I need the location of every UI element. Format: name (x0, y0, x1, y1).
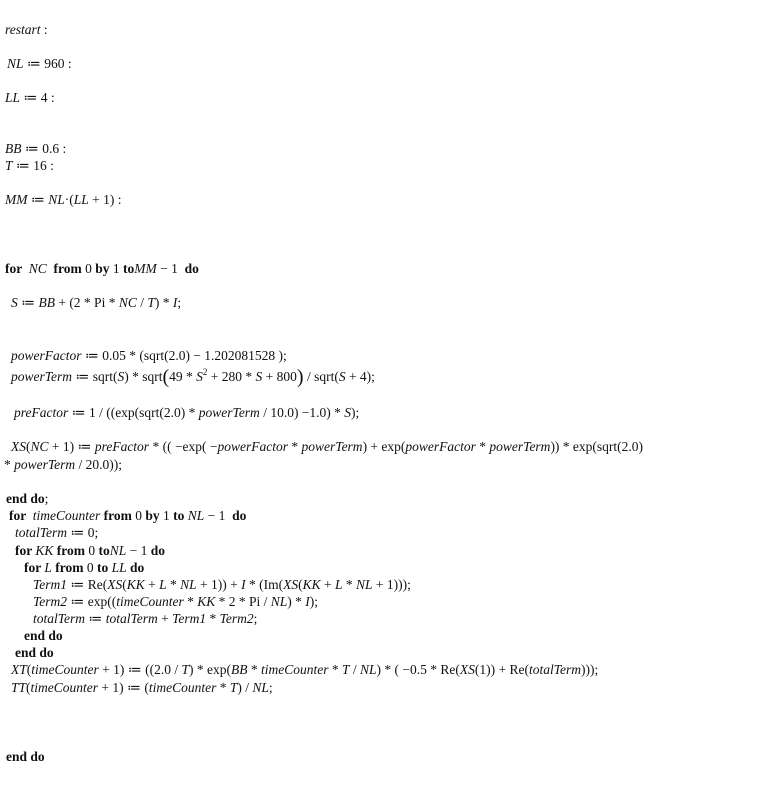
math-token: 0 (86, 560, 98, 575)
line-tt-assign (11, 680, 273, 696)
math-token: totalTerm (105, 611, 158, 626)
math-token: totalTerm (33, 611, 86, 626)
math-token: XS (11, 439, 26, 454)
line-nl-assign (7, 56, 72, 72)
math-token: timeCounter (30, 680, 99, 695)
math-token: ) * ( −0.5 * Re( (376, 662, 460, 677)
math-token: powerFactor (11, 348, 82, 363)
math-token: − 1 (126, 543, 151, 558)
math-token: end do (24, 628, 63, 643)
math-token: ) * (287, 594, 306, 609)
line-xs-assign-2 (4, 457, 122, 473)
math-token: do (232, 508, 247, 523)
math-token: BB (5, 141, 22, 156)
math-token: ))); (580, 662, 599, 677)
math-token: T (341, 662, 350, 677)
math-token: 0 (88, 543, 99, 558)
math-token: + (157, 611, 173, 626)
math-token: + 280 * (207, 369, 256, 384)
math-token: from (100, 508, 136, 523)
math-token: ( (122, 577, 127, 592)
math-token: ; (177, 295, 182, 310)
math-token: * (216, 680, 230, 695)
math-token: + 4); (345, 369, 375, 384)
math-token: * (( −exp( − (149, 439, 218, 454)
math-token: * (247, 662, 261, 677)
math-token: S (255, 369, 263, 384)
line-restart (5, 22, 48, 38)
line-end-do-final (6, 749, 45, 765)
math-token: ≔ 1 / ((exp(sqrt(2.0) * (68, 405, 199, 420)
math-token: 2 (202, 367, 208, 377)
math-token: * (206, 611, 220, 626)
math-token: ·( (64, 192, 74, 207)
math-token: preFactor (14, 405, 69, 420)
line-end-do-l (24, 628, 63, 644)
math-token: T (147, 295, 155, 310)
line-bb-assign (5, 141, 66, 157)
math-token: end do (15, 645, 54, 660)
math-token: totalTerm (15, 525, 68, 540)
math-token: ) / (237, 680, 253, 695)
math-token: L (159, 577, 167, 592)
line-for-nc (5, 261, 199, 277)
line-term1 (33, 577, 411, 593)
math-token: S (11, 295, 18, 310)
line-end-do-kk (15, 645, 54, 661)
math-token: )) * exp(sqrt(2.0) (550, 439, 644, 454)
math-token: BB (230, 662, 248, 677)
math-token: + 1)) + (196, 577, 242, 592)
math-token: * (475, 439, 490, 454)
math-token: totalTerm (528, 662, 581, 677)
math-token: XT (11, 662, 27, 677)
line-s-assign (11, 295, 181, 311)
math-token: NC (30, 439, 49, 454)
math-token: NL (252, 680, 269, 695)
math-token: from (50, 261, 86, 276)
math-token: Term1 (33, 577, 68, 592)
math-token: NL (356, 577, 373, 592)
math-token: ( (26, 680, 31, 695)
math-token: * 2 * Pi / (215, 594, 271, 609)
math-token: + 1))); (372, 577, 411, 592)
math-token: / sqrt( (303, 369, 339, 384)
math-token: timeCounter (148, 680, 217, 695)
math-token: ( (162, 366, 170, 388)
math-token: MM (5, 192, 28, 207)
line-for-kk (15, 543, 165, 559)
math-token: NL (7, 56, 24, 71)
math-token: L (335, 577, 343, 592)
math-token: + 800 (262, 369, 297, 384)
math-token: NL (187, 508, 205, 523)
math-token: MM (134, 261, 157, 276)
math-token: ≔ 16 : (12, 158, 54, 173)
math-token: restart (5, 22, 41, 37)
math-token: powerTerm (301, 439, 363, 454)
math-token: + 1) ≔ ( (98, 680, 149, 695)
math-token: + (2 * Pi * (54, 295, 119, 310)
math-token: / (136, 295, 148, 310)
math-token: timeCounter (260, 662, 329, 677)
math-token: NL (270, 594, 288, 609)
math-token: ( (26, 662, 32, 677)
math-token: * (166, 577, 181, 592)
math-token: S (338, 369, 346, 384)
math-token: ≔ (17, 295, 39, 310)
math-token: * (288, 439, 302, 454)
math-token: ; (44, 491, 49, 506)
math-token: Term2 (33, 594, 68, 609)
math-token: T (5, 158, 13, 173)
line-powerterm (11, 366, 375, 388)
math-token: − 1 (156, 261, 185, 276)
math-token: do (150, 543, 166, 558)
math-token: T (181, 662, 189, 677)
line-xs-assign-1 (11, 439, 643, 455)
math-token: / (349, 662, 360, 677)
math-token: 0 (135, 508, 146, 523)
math-token: timeCounter (29, 508, 101, 523)
math-token: NC (25, 261, 51, 276)
line-prefactor (14, 405, 359, 421)
math-token: ) * (154, 295, 173, 310)
math-token: ≔ 0.05 * (sqrt(2.0) − 1.202081528 ); (81, 348, 287, 363)
math-token: ≔ (27, 192, 49, 207)
math-token: NL (109, 543, 127, 558)
math-token: : (40, 22, 48, 37)
math-token: I (172, 295, 178, 310)
math-token: ( (26, 439, 31, 454)
math-token: for (5, 261, 26, 276)
math-token: ≔ exp(( (67, 594, 117, 609)
line-powerfactor (11, 348, 287, 364)
math-token: BB (38, 295, 55, 310)
math-token: I (241, 577, 246, 592)
math-token: powerTerm (14, 457, 76, 472)
math-token: S (196, 369, 203, 384)
math-token: ; (253, 611, 258, 626)
math-token: NL (48, 192, 65, 207)
math-token: + (320, 577, 335, 592)
math-token: from (53, 543, 89, 558)
math-token: NC (118, 295, 137, 310)
math-token: for (9, 508, 30, 523)
math-token: LL (73, 192, 89, 207)
math-token: from (51, 560, 87, 575)
math-token: powerTerm (489, 439, 551, 454)
math-token: to (123, 261, 135, 276)
math-token: timeCounter (116, 594, 184, 609)
math-token: ( (298, 577, 303, 592)
math-token: to (98, 543, 110, 558)
math-token: ; (268, 680, 273, 695)
math-token: for (15, 543, 36, 558)
math-token: ≔ 4 : (20, 90, 55, 105)
math-token: + 1) ≔ ((2.0 / (98, 662, 182, 677)
math-token: / 20.0)); (75, 457, 123, 472)
math-token: NL (359, 662, 377, 677)
math-token: KK (302, 577, 321, 592)
math-token: * (183, 594, 198, 609)
math-token: to (173, 508, 188, 523)
math-token: TT (11, 680, 27, 695)
math-token: end do (6, 749, 45, 764)
math-token: KK (126, 577, 145, 592)
math-token: S (344, 405, 352, 420)
math-token: Term1 (172, 611, 207, 626)
math-token: by (95, 261, 113, 276)
math-token: ) (296, 366, 304, 388)
math-token: (1)) + Re( (474, 662, 529, 677)
math-token: preFactor (94, 439, 150, 454)
math-token: ≔ 0.6 : (21, 141, 67, 156)
math-token: XS (459, 662, 475, 677)
math-token: powerFactor (217, 439, 289, 454)
math-token: XS (107, 577, 123, 592)
math-token: ≔ Re( (67, 577, 108, 592)
math-token: KK (197, 594, 216, 609)
math-token: ≔ sqrt( (72, 369, 118, 384)
math-token: 1 (163, 508, 174, 523)
math-token: − 1 (204, 508, 233, 523)
math-token: + 1) : (88, 192, 122, 207)
math-token: powerFactor (405, 439, 476, 454)
math-token: I (305, 594, 310, 609)
math-token: NL (180, 577, 197, 592)
line-term2 (33, 594, 318, 610)
line-for-l (24, 560, 144, 576)
math-token: KK (35, 543, 54, 558)
math-token: * (328, 662, 342, 677)
math-token: + (144, 577, 160, 592)
math-token: 49 * (169, 369, 197, 384)
line-ll-assign (5, 90, 55, 106)
math-token: T (229, 680, 238, 695)
math-token: ); (309, 594, 318, 609)
math-token: by (145, 508, 164, 523)
math-token: end do (6, 491, 45, 506)
math-token: XS (283, 577, 299, 592)
math-token: ) * exp( (188, 662, 231, 677)
math-token: 0 (85, 261, 96, 276)
line-totalterm-update (33, 611, 257, 627)
math-token: do (126, 560, 145, 575)
line-xt-assign (11, 662, 598, 678)
math-token: ) + exp( (362, 439, 406, 454)
math-token: ) * sqrt (124, 369, 163, 384)
math-token: ); (351, 405, 360, 420)
math-token: ≔ 0; (67, 525, 99, 540)
math-token: * (Im( (245, 577, 284, 592)
line-totalterm-init (15, 525, 98, 541)
math-token: ≔ (85, 611, 106, 626)
math-token: for (24, 560, 45, 575)
math-token: to (97, 560, 112, 575)
math-token: LL (111, 560, 127, 575)
math-token: powerTerm (198, 405, 260, 420)
math-token: * (342, 577, 357, 592)
math-token: * (4, 457, 15, 472)
line-t-assign (5, 158, 54, 174)
math-token: S (117, 369, 125, 384)
math-token: powerTerm (11, 369, 73, 384)
math-token: / 10.0) −1.0) * (259, 405, 345, 420)
math-token: ≔ 960 : (23, 56, 72, 71)
math-token: + 1) ≔ (48, 439, 95, 454)
math-token: Term2 (219, 611, 254, 626)
line-for-timecounter (9, 508, 246, 524)
math-token: L (44, 560, 52, 575)
math-token: timeCounter (31, 662, 99, 677)
math-token: 1 (112, 261, 124, 276)
line-end-do-1 (6, 491, 48, 507)
math-token: LL (5, 90, 21, 105)
math-token: do (184, 261, 199, 276)
line-mm-assign (5, 192, 122, 208)
